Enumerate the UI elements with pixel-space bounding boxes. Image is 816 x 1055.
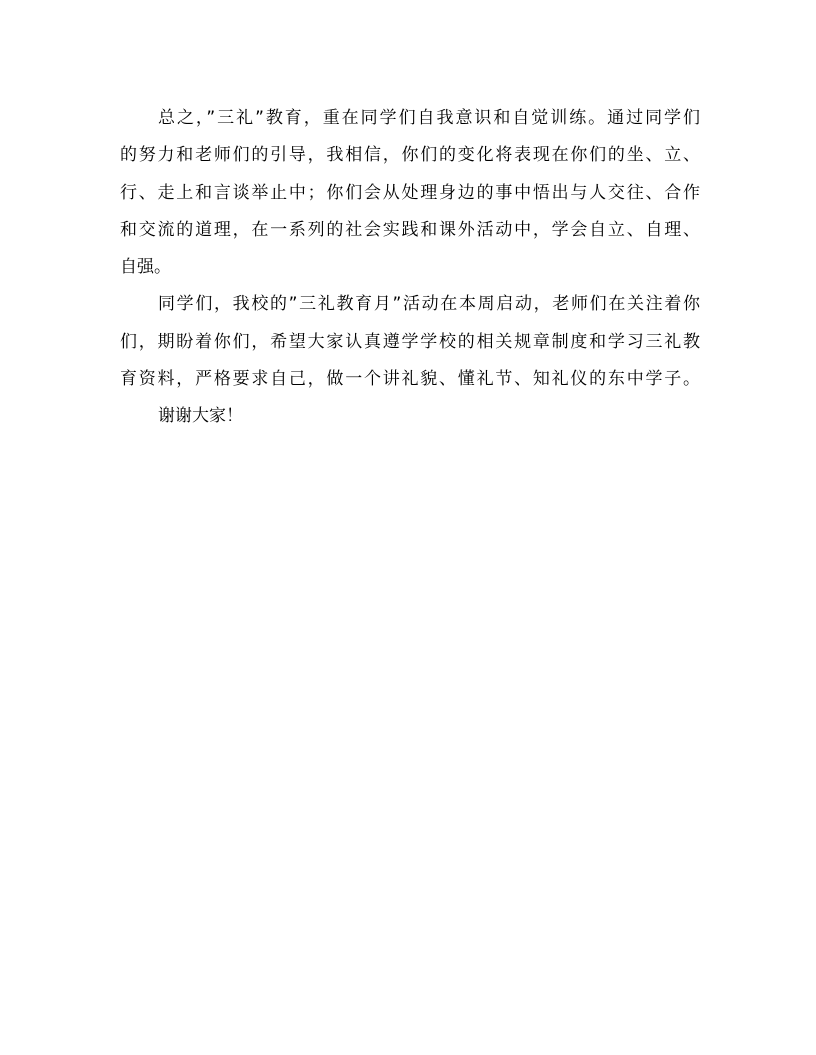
paragraph-line: 育资料，严格要求自己，做一个讲礼貌、懂礼节、知礼仪的东中学子。 xyxy=(120,369,700,390)
paragraph-line: 行、走上和言谈举止中；你们会从处理身边的事中悟出与人交往、合作 xyxy=(120,182,700,203)
paragraph-line: 的努力和老师们的引导，我相信，你们的变化将表现在你们的坐、立、 xyxy=(120,145,700,166)
paragraph-line: 谢谢大家！ xyxy=(158,406,243,427)
paragraph-line: 同学们，我校的”三礼教育月”活动在本周启动，老师们在关注着你 xyxy=(158,294,700,315)
document-body xyxy=(120,100,700,436)
paragraph-closing xyxy=(120,398,700,435)
paragraph-line: 自强。 xyxy=(120,257,171,278)
paragraph-line: 总之，”三礼”教育，重在同学们自我意识和自觉训练。通过同学们 xyxy=(158,108,700,128)
paragraph-conclusion xyxy=(120,100,700,286)
paragraph-line: 和交流的道理，在一系列的社会实践和课外活动中，学会自立、自理、 xyxy=(120,219,700,240)
paragraph-line: 们，期盼着你们，希望大家认真遵学学校的相关规章制度和学习三礼教 xyxy=(120,331,700,352)
paragraph-announcement xyxy=(120,286,700,398)
